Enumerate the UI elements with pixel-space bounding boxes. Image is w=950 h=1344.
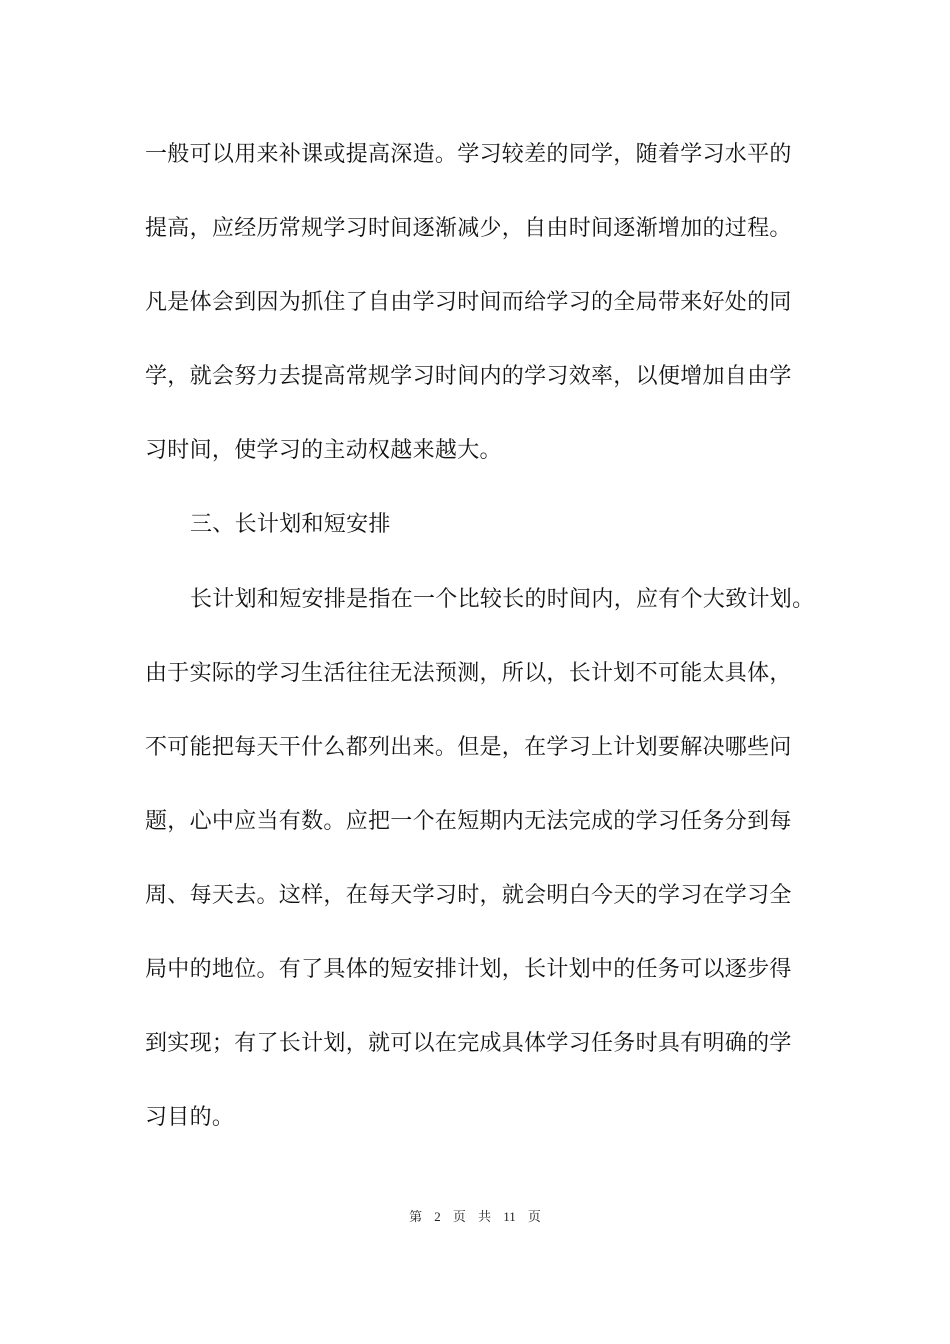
body-text-line: 不可能把每天干什么都列出来。但是，在学习上计划要解决哪些问 [145,735,792,760]
body-text-line: 周、每天去。这样，在每天学习时，就会明白今天的学习在学习全 [145,883,792,908]
body-text-line: 到实现；有了长计划，就可以在完成具体学习任务时具有明确的学 [145,1031,792,1056]
footer-page-number: 2 [434,1209,441,1224]
footer-page-prefix: 第 [409,1210,423,1225]
body-text-line: 提高，应经历常规学习时间逐渐减少，自由时间逐渐增加的过程。 [145,216,792,241]
body-text-line: 学，就会努力去提高常规学习时间内的学习效率，以便增加自由学 [145,364,792,389]
section-heading: 三、长计划和短安排 [190,512,391,537]
body-text-line: 一般可以用来补课或提高深造。学习较差的同学，随着学习水平的 [145,142,792,167]
footer-total-pages: 11 [503,1209,516,1224]
body-text-line: 习目的。 [145,1105,235,1130]
body-text-line: 长计划和短安排是指在一个比较长的时间内，应有个大致计划。 [190,587,815,612]
body-text-line: 习时间，使学习的主动权越来越大。 [145,438,502,463]
body-text-line: 凡是体会到因为抓住了自由学习时间而给学习的全局带来好处的同 [145,290,792,315]
footer-total-unit: 页 [527,1210,541,1225]
footer-page-unit: 页 [452,1210,466,1225]
page-footer [0,1208,950,1227]
body-text-line: 局中的地位。有了具体的短安排计划，长计划中的任务可以逐步得 [145,957,792,982]
body-text-line: 题，心中应当有数。应把一个在短期内无法完成的学习任务分到每 [145,809,792,834]
footer-total-prefix: 共 [478,1210,492,1225]
body-text-line: 由于实际的学习生活往往无法预测，所以，长计划不可能太具体， [145,661,792,686]
